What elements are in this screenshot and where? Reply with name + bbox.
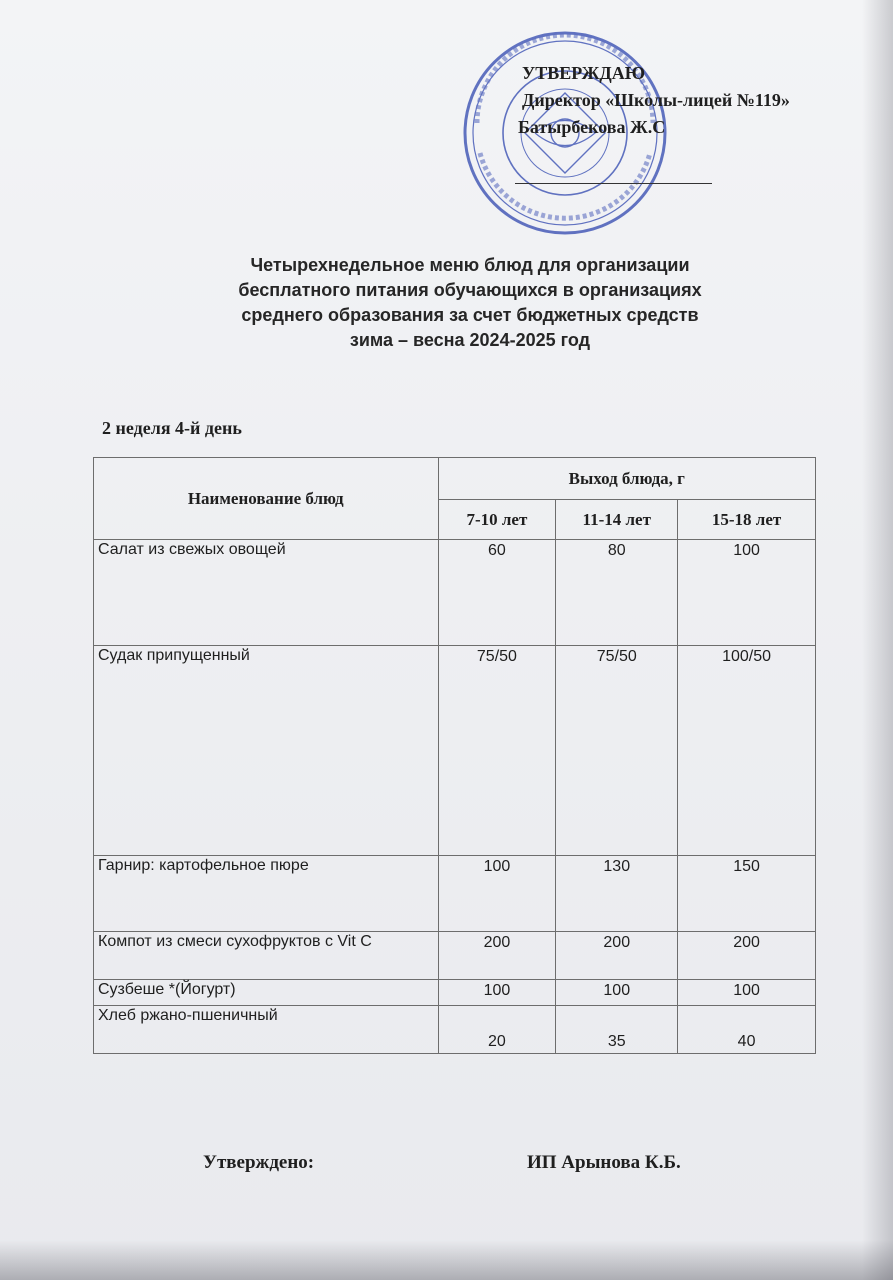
yield-value: 35 — [556, 1006, 678, 1054]
table-row — [94, 932, 816, 980]
title-line-1: Четырехнедельное меню блюд для организации — [250, 255, 690, 275]
yield-value: 60 — [438, 540, 556, 646]
yield-value: 80 — [556, 540, 678, 646]
yield-value: 75/50 — [556, 646, 678, 856]
yield-value: 200 — [678, 932, 816, 980]
approval-position: Директор «Школы-лицей №119» — [522, 90, 790, 110]
age-group-header: 11-14 лет — [556, 500, 678, 540]
age-group-header: 15-18 лет — [678, 500, 816, 540]
yield-value: 100/50 — [678, 646, 816, 856]
menu-table — [93, 457, 816, 1054]
yield-value: 20 — [438, 1006, 556, 1054]
dish-name: Сузбеше *(Йогурт) — [94, 980, 439, 1006]
yield-value: 200 — [556, 932, 678, 980]
title-line-2: бесплатного питания обучающихся в организациях — [238, 280, 702, 300]
frame-edge — [862, 0, 893, 1280]
frame-edge-bottom — [0, 1240, 893, 1280]
yield-value: 150 — [678, 856, 816, 932]
dish-name: Гарнир: картофельное пюре — [94, 856, 439, 932]
age-group-header: 7-10 лет — [438, 500, 556, 540]
approval-block — [500, 60, 880, 141]
table-row — [94, 1006, 816, 1054]
dish-name: Судак припущенный — [94, 646, 439, 856]
dish-name: Салат из свежых овощей — [94, 540, 439, 646]
document-title — [150, 253, 790, 353]
yield-value: 100 — [556, 980, 678, 1006]
signature-line — [515, 183, 712, 184]
yield-value: 75/50 — [438, 646, 556, 856]
yield-header: Выход блюда, г — [438, 458, 816, 500]
yield-value: 100 — [678, 980, 816, 1006]
approver-name: ИП Арынова К.Б. — [527, 1152, 681, 1173]
yield-value: 100 — [678, 540, 816, 646]
dish-name-header: Наименование блюд — [94, 458, 439, 540]
table-row — [94, 540, 816, 646]
dish-name: Компот из смеси сухофруктов с Vit C — [94, 932, 439, 980]
yield-value: 40 — [678, 1006, 816, 1054]
yield-value: 100 — [438, 980, 556, 1006]
dish-name: Хлеб ржано-пшеничный — [94, 1006, 439, 1054]
yield-value: 200 — [438, 932, 556, 980]
table-row — [94, 646, 816, 856]
yield-value: 100 — [438, 856, 556, 932]
table-row — [94, 856, 816, 932]
approved-label: Утверждено: — [203, 1152, 315, 1173]
title-line-3: среднего образования за счет бюджетных средств — [241, 305, 699, 325]
week-day-label: 2 неделя 4-й день — [102, 418, 242, 438]
title-line-4: зима – весна 2024-2025 год — [349, 330, 591, 350]
yield-value: 130 — [556, 856, 678, 932]
table-row — [94, 980, 816, 1006]
approval-heading: УТВЕРЖДАЮ — [522, 63, 646, 83]
approval-name: Батырбекова Ж.С — [518, 117, 666, 137]
